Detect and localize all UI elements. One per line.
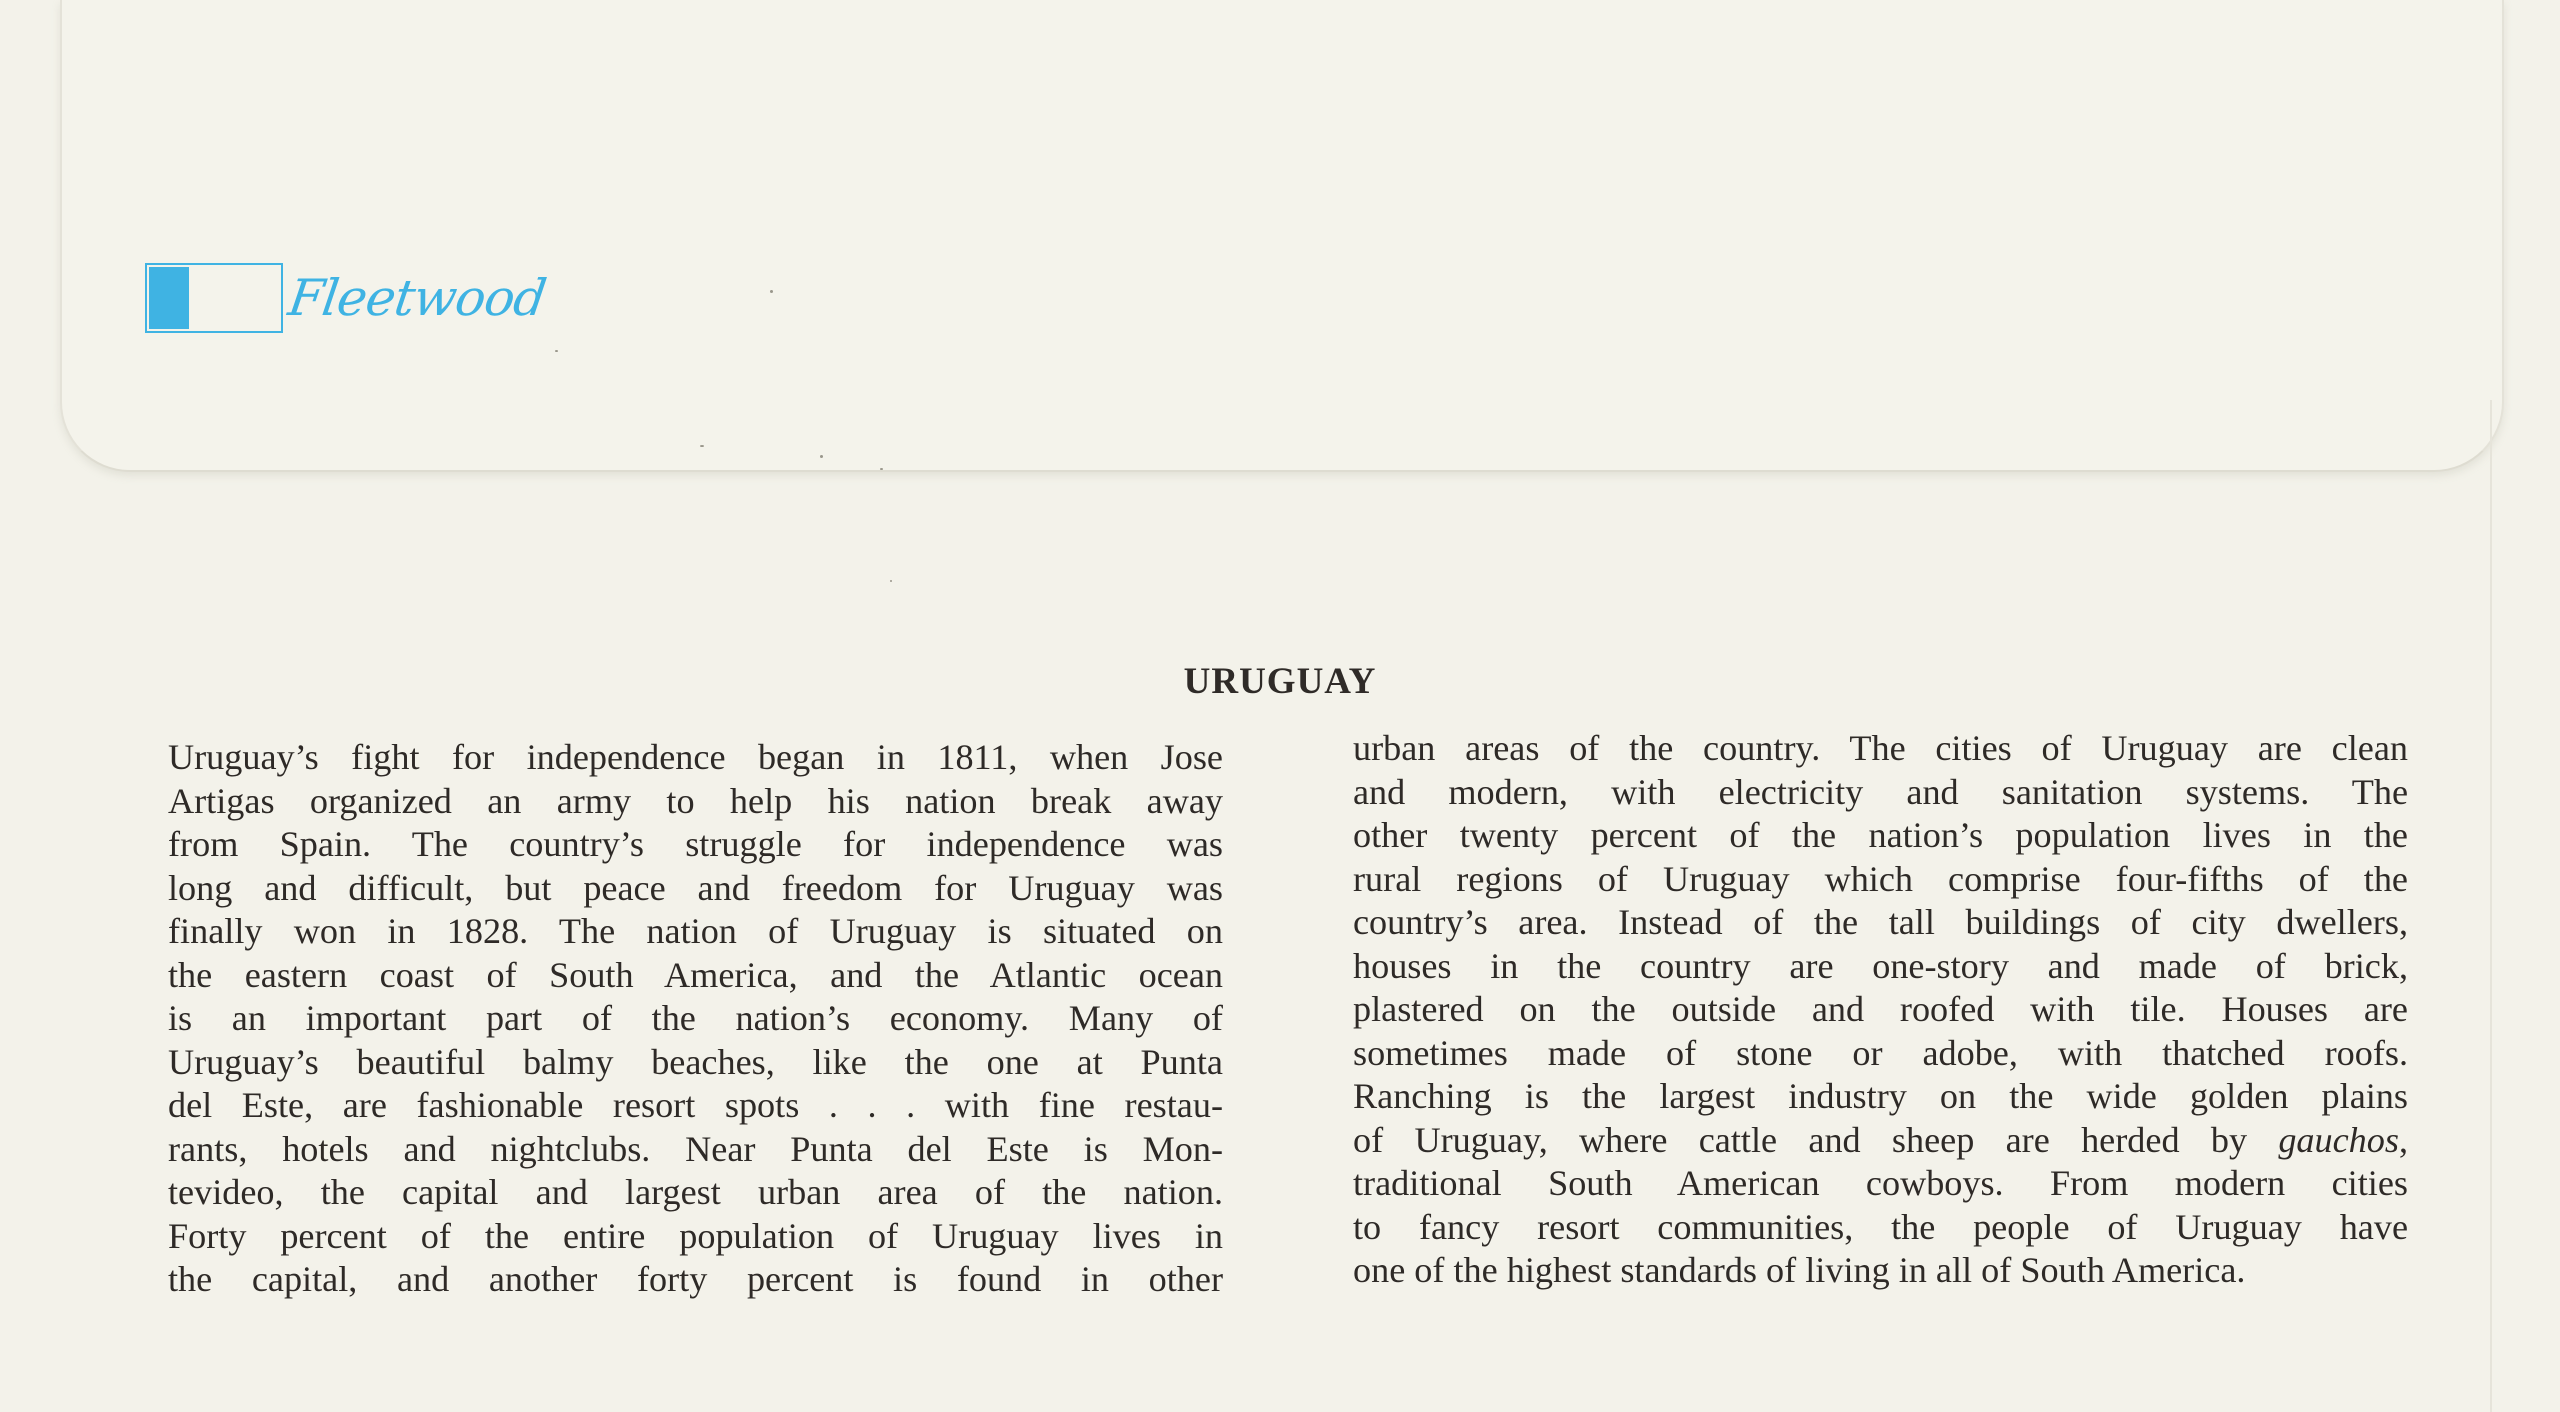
paper-speck <box>820 455 823 458</box>
paper-speck <box>890 580 892 582</box>
paper-speck <box>880 468 883 470</box>
text-line: urban areas of the country. The cities of Uruguay are clean <box>1353 728 2408 768</box>
text-line: houses in the country are one-story and made of brick, <box>1353 945 2408 986</box>
text-line: the eastern coast of South America, and the Atlantic ocean <box>168 954 1223 995</box>
paper-speck <box>555 350 558 352</box>
text-line: one of the highest standards of living in all of South America. <box>1353 1250 2246 1290</box>
text-line: tevideo, the capital and largest urban area of the nation. <box>168 1172 1223 1212</box>
fleetwood-logo <box>145 263 550 333</box>
text-line: Uruguay’s beautiful balmy beaches, like the one at Punta <box>168 1041 1223 1082</box>
envelope-flap <box>60 0 2504 472</box>
text-line: Artigas organized an army to help his nation break away <box>168 780 1223 821</box>
text-line: Uruguay’s fight for independence began in 1811, when Jose <box>168 737 1223 777</box>
envelope-edge <box>2490 400 2492 1412</box>
text-line: rants, hotels and nightclubs. Near Punta del Este is Mon- <box>168 1128 1223 1169</box>
emphasis-gauchos: gauchos <box>2278 1119 2399 1160</box>
paper-speck <box>700 445 704 447</box>
text-line: to fancy resort communities, the people of Uruguay have <box>1353 1206 2408 1247</box>
text-line: other twenty percent of the nation’s population lives in the <box>1353 815 2408 855</box>
text-line: from Spain. The country’s struggle for independence was <box>168 824 1223 864</box>
text-line: sometimes made of stone or adobe, with thatched roofs. <box>1353 1032 2408 1073</box>
text-line: country’s area. Instead of the tall buildings of city dwellers, <box>1353 902 2408 942</box>
text-line: and modern, with electricity and sanitation systems. The <box>1353 771 2408 812</box>
text-line: Forty percent of the entire population of Uruguay lives in <box>168 1215 1223 1256</box>
article-title: URUGUAY <box>1183 661 1377 702</box>
text-line: long and difficult, but peace and freedom for Uruguay was <box>168 867 1223 908</box>
text-line: of Uruguay, where cattle and sheep are herded by gauchos, <box>1353 1119 2408 1160</box>
logo-wordmark: Fleetwood <box>284 269 550 327</box>
text-line: traditional South American cowboys. From modern cities <box>1353 1163 2408 1203</box>
text-line: the capital, and another forty percent is found in other <box>168 1259 1223 1299</box>
text-line: del Este, are fashionable resort spots . . . with fine restau- <box>168 1085 1223 1125</box>
logo-mark-icon <box>145 263 283 333</box>
paper-speck <box>770 290 773 293</box>
text-line: is an important part of the nation’s economy. Many of <box>168 998 1223 1038</box>
text-line: plastered on the outside and roofed with tile. Houses are <box>1353 989 2408 1029</box>
article-left-column <box>168 736 1223 1302</box>
text-line: rural regions of Uruguay which comprise four-fifths of the <box>1353 858 2408 899</box>
article-right-column <box>1353 727 2408 1293</box>
text-line: Ranching is the largest industry on the wide golden plains <box>1353 1076 2408 1116</box>
text-line: finally won in 1828. The nation of Uruguay is situated on <box>168 911 1223 951</box>
